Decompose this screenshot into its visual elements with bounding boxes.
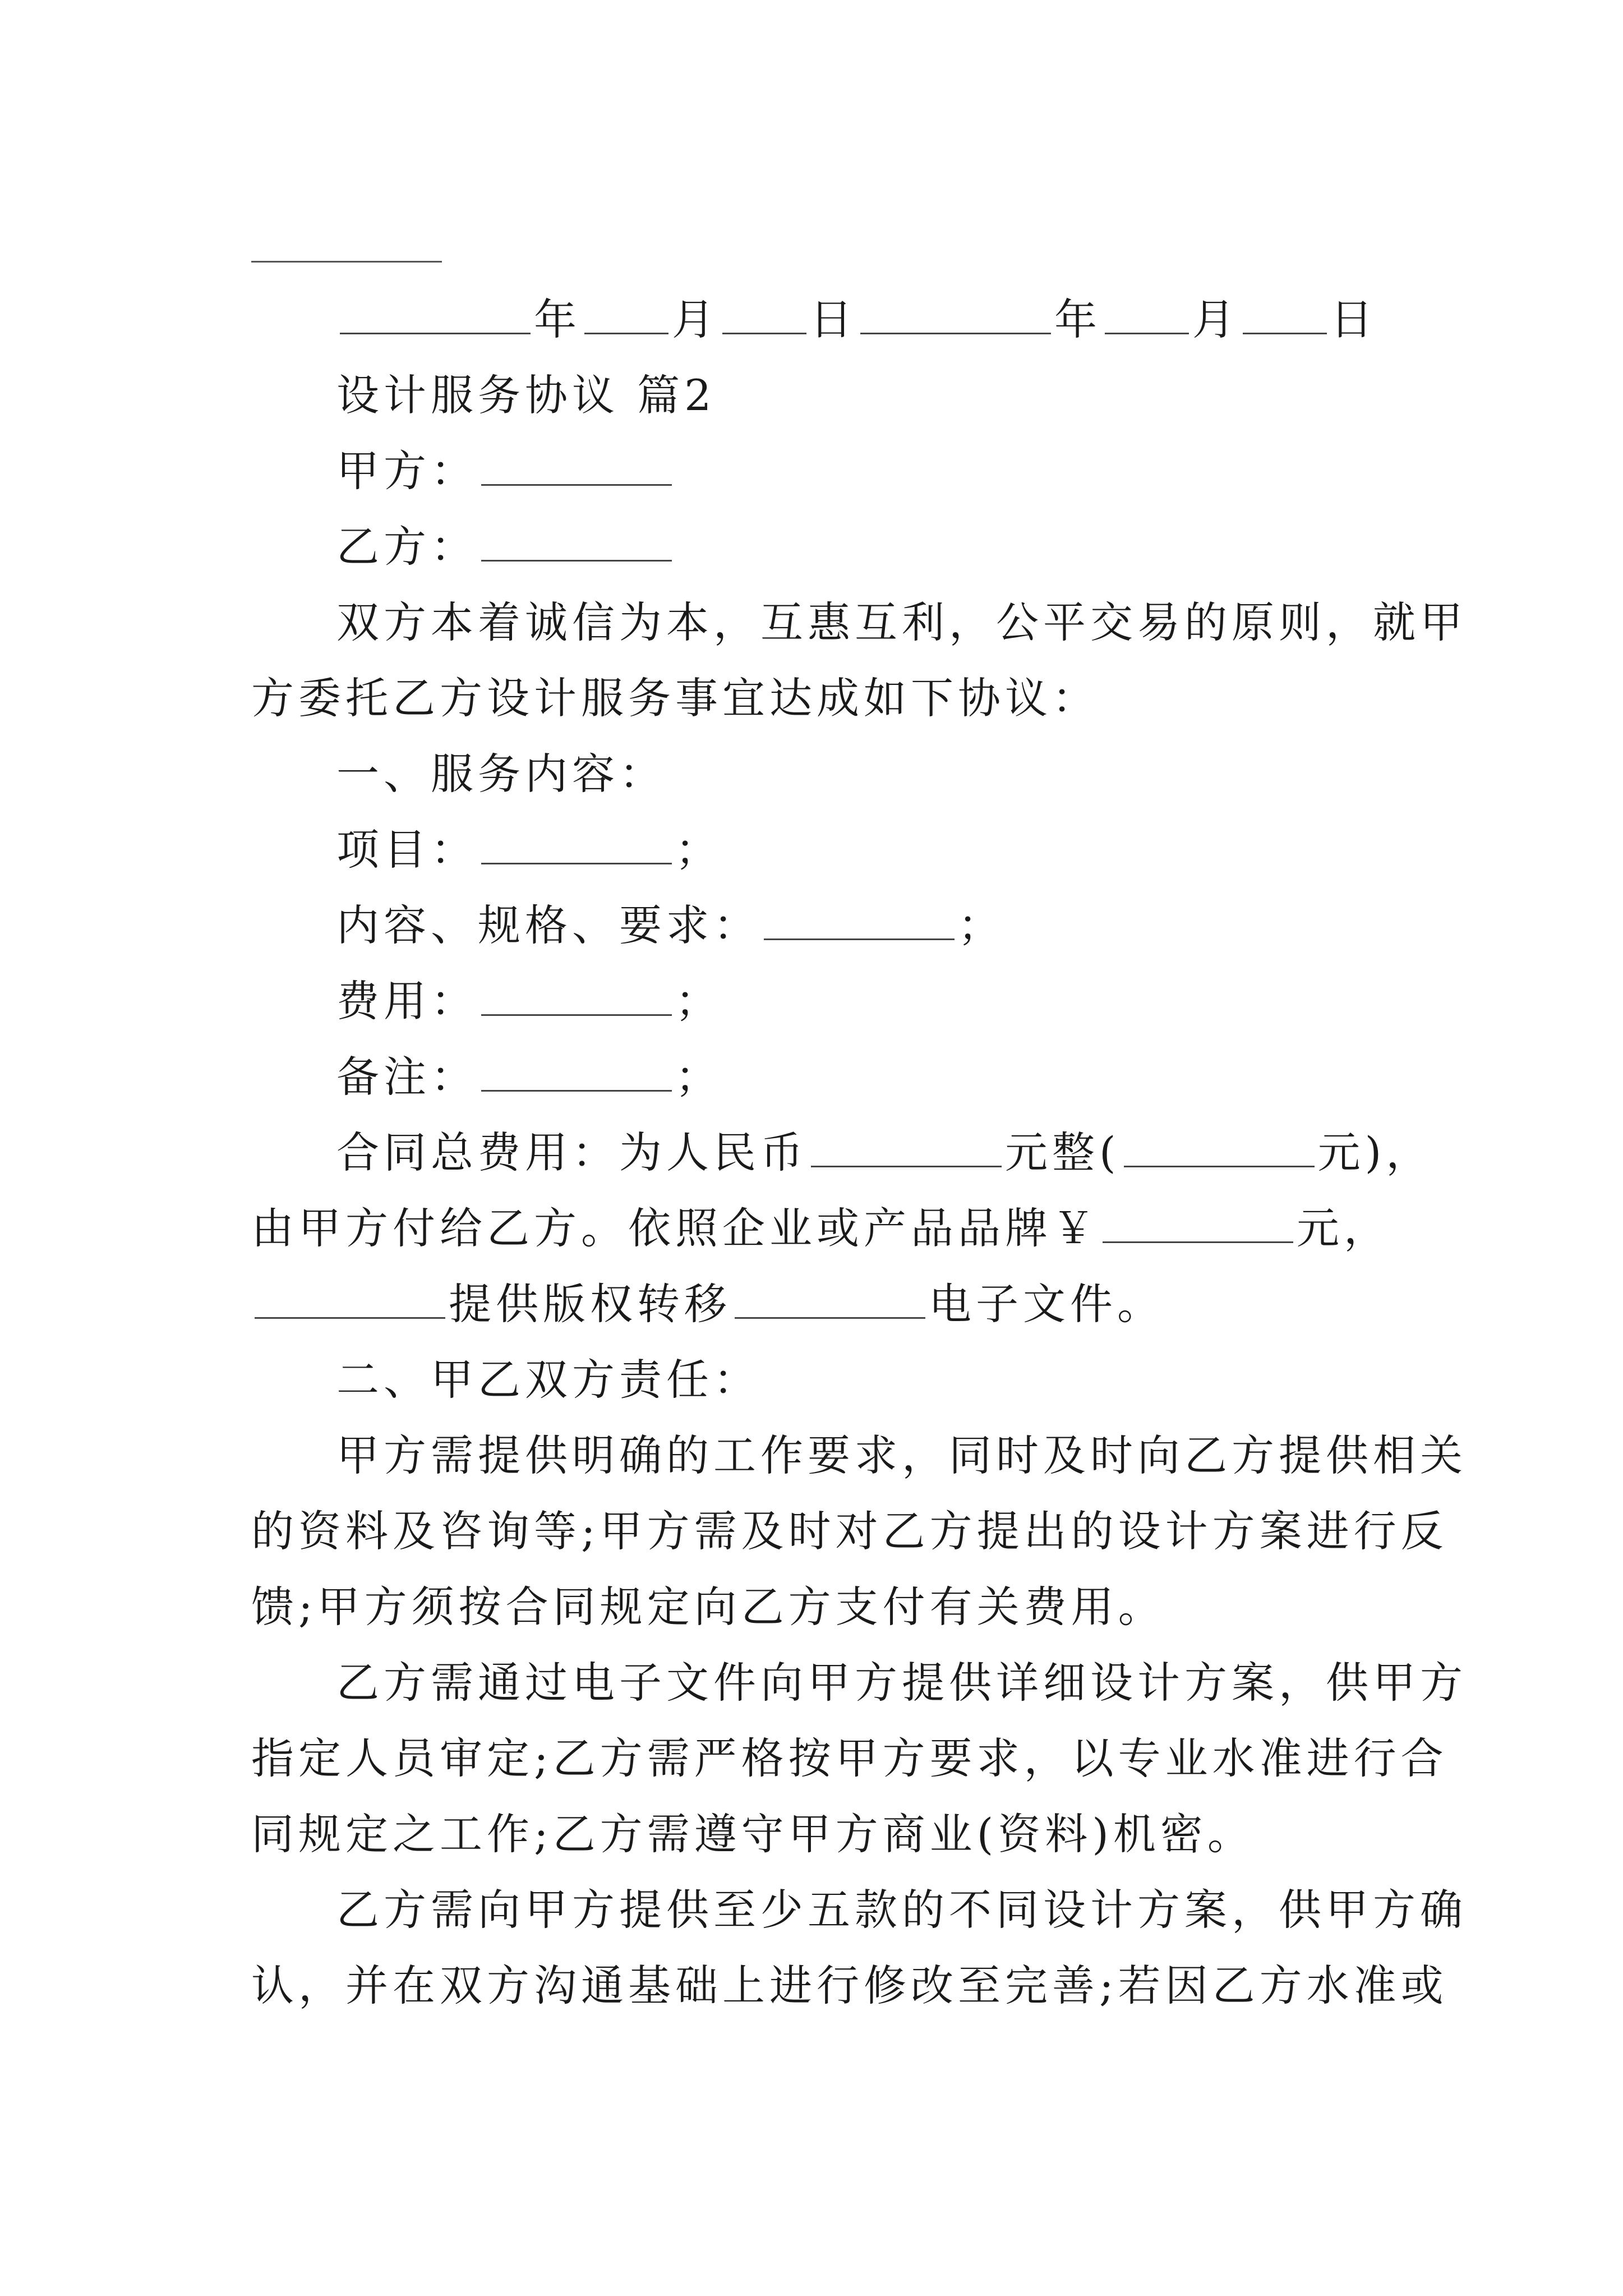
party-b-label: 乙方： <box>336 522 478 572</box>
total-fee-text: 元)， <box>1317 1128 1433 1177</box>
blank-field <box>255 1283 445 1319</box>
blank-field <box>481 1056 672 1092</box>
total-fee-text: 合同总费用：为人民币 <box>336 1128 808 1177</box>
para-c-line-2: 认，并在双方沟通基础上进行修改至完善;若因乙方水准或 <box>251 1961 1448 2010</box>
year-label: 年 <box>534 295 581 344</box>
para-b-line-1: 乙方需通过电子文件向甲方提供详细设计方案，供甲方 <box>336 1658 1467 1708</box>
total-fee-line-3 <box>251 1276 1384 1332</box>
blank-field <box>481 526 672 562</box>
intro-line-1: 双方本着诚信为本，互惠互利，公平交易的原则，就甲 <box>336 597 1467 647</box>
para-c-line-1: 乙方需向甲方提供至少五款的不同设计方案，供甲方确 <box>336 1885 1467 1935</box>
end-mark: ； <box>675 1052 722 1102</box>
intro-line-2: 方委托乙方设计服务事宜达成如下协议： <box>251 673 1099 723</box>
doc-title: 设计服务协议 篇2 <box>336 370 716 420</box>
blank-field <box>481 450 672 486</box>
total-fee-line-2 <box>251 1200 1391 1257</box>
blank-field <box>481 981 672 1016</box>
date-line <box>336 292 1469 348</box>
blank-field <box>1103 1208 1293 1243</box>
content-line <box>336 898 1469 954</box>
content-label: 内容、规格、要求： <box>336 900 760 950</box>
blank-field <box>481 829 672 864</box>
day-label: 日 <box>1330 295 1377 344</box>
month-label: 月 <box>1192 295 1239 344</box>
total-fee-text: 由甲方付给乙方。依照企业或产品品牌￥ <box>251 1203 1099 1253</box>
total-fee-text: 元整( <box>1005 1128 1121 1177</box>
total-fee-line-1 <box>336 1125 1469 1181</box>
blank-field <box>340 299 531 334</box>
blank-field <box>1105 299 1189 334</box>
end-mark: ； <box>958 900 1005 950</box>
para-b-line-3: 同规定之工作;乙方需遵守甲方商业(资料)机密。 <box>251 1809 1255 1859</box>
project-label: 项目： <box>336 825 478 875</box>
month-label: 月 <box>672 295 719 344</box>
total-fee-text: 电子文件。 <box>929 1279 1164 1329</box>
blank-field <box>811 1132 1002 1167</box>
total-fee-text: 元， <box>1297 1203 1391 1253</box>
party-a-label: 甲方： <box>336 446 478 496</box>
blank-field <box>722 299 806 334</box>
section-2-heading: 二、甲乙双方责任： <box>336 1355 760 1405</box>
blank-field <box>735 1283 925 1319</box>
project-line <box>336 822 1469 878</box>
year-label: 年 <box>1054 295 1101 344</box>
end-mark: ； <box>675 976 722 1026</box>
fee-label: 费用： <box>336 976 478 1026</box>
fee-line <box>336 973 1469 1029</box>
blank-field <box>764 905 955 940</box>
para-a-line-1: 甲方需提供明确的工作要求，同时及时向乙方提供相关 <box>336 1430 1467 1480</box>
day-label: 日 <box>810 295 857 344</box>
blank-field <box>1124 1132 1315 1167</box>
note-line <box>336 1049 1469 1105</box>
section-1-heading: 一、服务内容： <box>336 749 666 799</box>
party-a-line <box>336 443 1469 499</box>
blank-field <box>1243 299 1327 334</box>
end-mark: ； <box>675 825 722 875</box>
party-b-line <box>336 519 1469 575</box>
para-b-line-2: 指定人员审定;乙方需严格按甲方要求，以专业水准进行合 <box>251 1733 1448 1783</box>
blank-field <box>584 299 668 334</box>
para-a-line-2: 的资料及咨询等;甲方需及时对乙方提出的设计方案进行反 <box>251 1506 1448 1556</box>
note-label: 备注： <box>336 1052 478 1102</box>
total-fee-text: 提供版权转移 <box>449 1279 731 1329</box>
para-a-line-3: 馈;甲方须按合同规定向乙方支付有关费用。 <box>251 1582 1165 1632</box>
blank-field <box>860 299 1051 334</box>
top-rule <box>251 261 442 263</box>
